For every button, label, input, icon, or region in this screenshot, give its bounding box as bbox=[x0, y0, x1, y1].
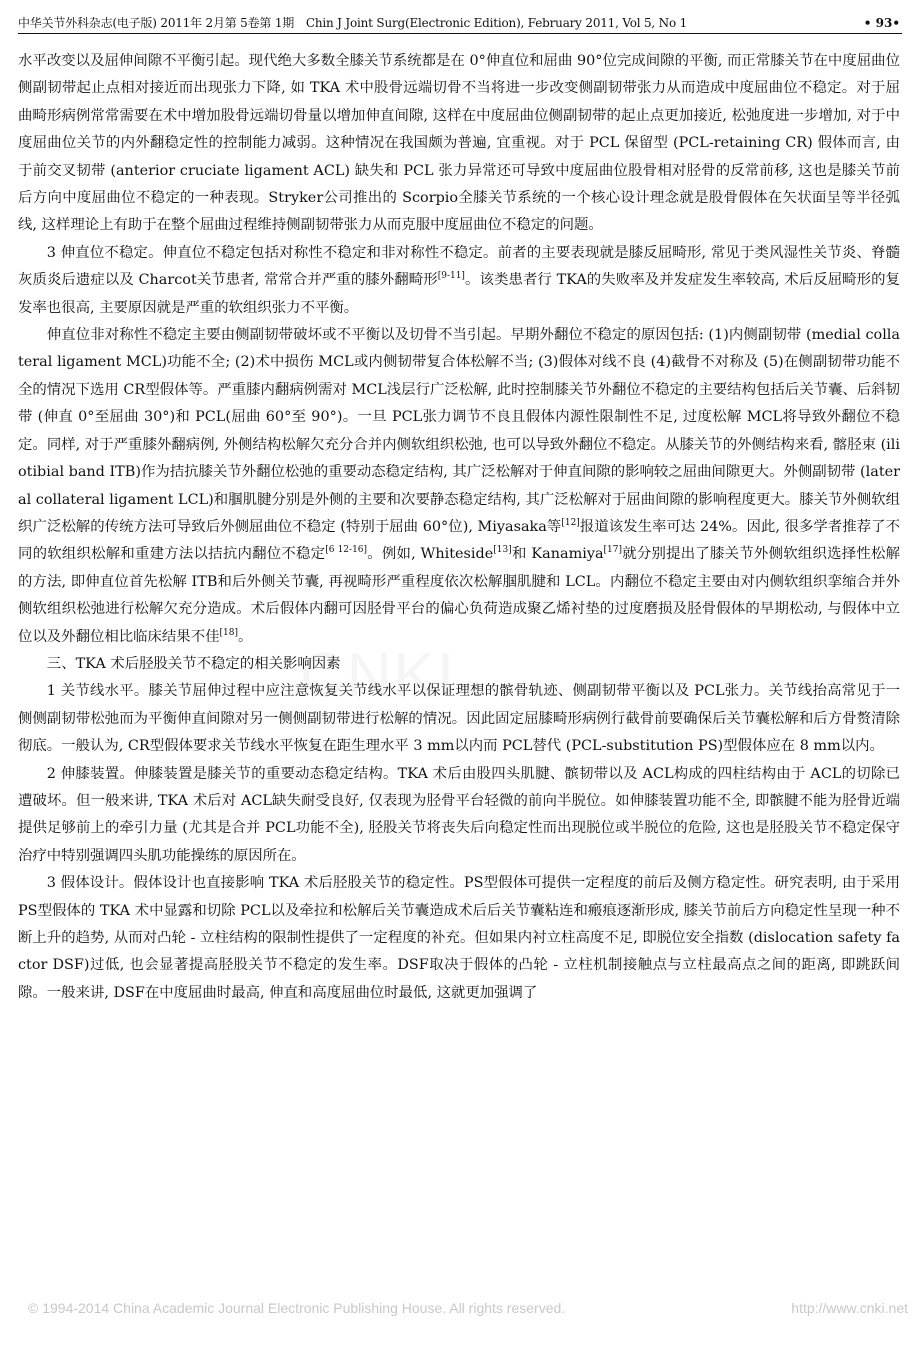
paragraph-extensor: 2 伸膝装置。伸膝装置是膝关节的重要动态稳定结构。TKA 术后由股四头肌腱、髌韧带以及 ACL构成的四柱结构由于 ACL的切除已遭破坏。但一般来讲, TKA 术后对 ACL缺失耐受良好, 仅表现为胫骨平台轻微的前向半脱位。如伸膝装置功能不全, 即髌腱不能为胫骨近端提供足够前上的牵引力量 (尤其是合并 PCL功能不全), 胫股关节将丧失后向稳定性而出现脱位或半脱位的危险, 这也是胫股关节不稳定保守治疗中特别强调四头肌功能操练的原因所在。 bbox=[18, 765, 900, 864]
article-body bbox=[18, 48, 900, 1007]
paragraph-joint-line: 1 关节线水平。膝关节屈伸过程中应注意恢复关节线水平以保证理想的髌骨轨迹、侧副韧带平衡以及 PCL张力。关节线抬高常见于一侧侧副韧带松弛而为平衡伸直间隙对另一侧侧副韧带进行松解的情况。因此固定屈膝畸形病例行截骨前要确保后关节囊松解和后方骨赘清除彻底。一般认为, CR型假体要求关节线水平恢复在距生理水平 3 mm以内而 PCL替代 (PCL-substitution PS)型假体应在 8 mm以内。 bbox=[18, 683, 900, 755]
citation: [9-11] bbox=[437, 271, 465, 282]
section-heading: 三、TKA 术后胫股关节不稳定的相关影响因素 bbox=[46, 655, 341, 672]
paragraph-prosthesis-design: 3 假体设计。假体设计也直接影响 TKA 术后胫股关节的稳定性。PS型假体可提供一定程度的前后及侧方稳定性。研究表明, 由于采用 PS型假体的 TKA 术中显露和切除 PCL以及牵拉和松解后关节囊造成术后后关节囊粘连和瘢痕逐渐形成, 膝关节前后方向稳定性呈现一种不断上升的趋势, 从而对凸轮 - 立柱结构的限制性提供了一定程度的补充。但如果内衬立柱高度不足, 即脱位安全指数 (dislocation safety factor DSF)过低, 也会显著提高胫股关节不稳定的发生率。DSF取决于假体的凸轮 - 立柱机制接触点与立柱最高点之间的距离, 即跳跃间隙。一般来讲, DSF在中度屈曲时最高, 伸直和高度屈曲位时最低, 这就更加强调了 bbox=[18, 875, 900, 1001]
paragraph-1: 水平改变以及屈伸间隙不平衡引起。现代绝大多数全膝关节系统都是在 0°伸直位和屈曲 90°位完成间隙的平衡, 而正常膝关节在中度屈曲位侧副韧带起止点相对接近而出现张力下降, 如 TKA 术中股骨远端切骨不当将进一步改变侧副韧带张力从而造成中度屈曲位不稳定。对于屈曲畸形病例常常需要在术中增加股骨远端切骨量以增加伸直间隙, 这样在中度屈曲位侧副韧带的起止点更加接近, 松弛度进一步增加, 对于中度屈曲位关节的内外翻稳定性的控制能力减弱。这种情况在我国颇为普遍, 宜重视。对于 PCL 保留型 (PCL-retaining CR) 假体而言, 由于前交叉韧带 (anterior cruciate ligament ACL) 缺失和 PCL 张力异常还可导致中度屈曲位股骨相对胫骨的反常前移, 这也是膝关节前后方向中度屈曲位不稳定的一种表现。Stryker公司推出的 Scorpio全膝关节系统的一个核心设计理念就是股骨假体在矢状面呈等半径弧线, 这样理论上有助于在整个屈曲过程维持侧副韧带张力从而克服中度屈曲位不稳定的问题。 bbox=[18, 53, 900, 234]
running-header bbox=[18, 10, 902, 34]
citation: [6 12-16] bbox=[325, 545, 368, 556]
copyright-footer bbox=[28, 1300, 908, 1322]
paragraph-3: 伸直位非对称性不稳定主要由侧副韧带破坏或不平衡以及切骨不当引起。早期外翻位不稳定的原因包括: (1)内侧副韧带 (medial collateral ligament MCL)功能不全; (2)术中损伤 MCL或内侧韧带复合体松解不当; (3)假体对线不良 (4)截骨不对称及 (5)在侧副韧带功能不全的情况下选用 CR型假体等。严重膝内翻病例需对 MCL浅层行广泛松解, 此时控制膝关节外翻位不稳定的主要结构包括后关节囊、后斜韧带 (伸直 0°至屈曲 30°)和 PCL(屈曲 60°至 90°)。一旦 PCL张力调节不良且假体内源性限制性不足, 过度松解 MCL将导致外翻位不稳定。同样, 对于严重膝外翻病例, 外侧结构松解欠充分合并内侧软组织松弛, 也可以导致外翻位不稳定。从膝关节的外侧结构来看, 髂胫束 (iliotibial band ITB)作为拮抗膝关节外翻位松弛的重要动态稳定结构, 其广泛松解对于伸直间隙的影响较之屈曲间隙更大。外侧副韧带 (lateral collateral ligament LCL)和腘肌腱分别是外侧的主要和次要静态稳定结构, 其广泛松解对于屈曲间隙的影响程度更大。膝关节外侧软组织广泛松解的传统方法可导致后外侧屈曲位不稳定 (特别于屈曲 60°位), Miyasaka等[12]报道该发生率可达 24%。因此, 很多学者推荐了不同的软组织松解和重建方法以拮抗内翻位不稳定[6 12-16]。例如, Whiteside[13]和 Kanamiya[17]就分别提出了膝关节外侧软组织选择性松解的方法, 即伸直位首先松解 ITB和后外侧关节囊, 再视畸形严重程度依次松解腘肌腱和 LCL。内翻位不稳定主要由对内侧软组织挛缩合并外侧软组织松弛进行松解欠充分造成。术后假体内翻可因胫骨平台的偏心负荷造成聚乙烯衬垫的过度磨损及胫骨假体的早期松动, 与假体中立位以及外翻位相比临床结果不佳[18]。 bbox=[18, 327, 900, 645]
footer-url[interactable]: http://www.cnki.net bbox=[791, 1300, 908, 1316]
citation: [12] bbox=[561, 518, 580, 529]
citation: [17] bbox=[603, 545, 623, 556]
citation: [13] bbox=[493, 545, 512, 556]
watermark: CNKI bbox=[300, 641, 457, 710]
citation: [18] bbox=[219, 627, 238, 638]
page-number: • 93• bbox=[863, 16, 900, 30]
journal-citation: 中华关节外科杂志(电子版) 2011年 2月第 5卷第 1期 Chin J Joint Surg(Electronic Edition), February 2011, Vol 5, No 1 bbox=[18, 16, 688, 30]
paragraph-2: 3 伸直位不稳定。伸直位不稳定包括对称性不稳定和非对称性不稳定。前者的主要表现就是膝反屈畸形, 常见于类风湿性关节炎、脊髓灰质炎后遗症以及 Charcot关节患者, 常常合并严重的膝外翻畸形[9-11]。该类患者行 TKA的失败率及并发症发生率较高, 术后反屈畸形的复发率也很高, 主要原因就是严重的软组织张力不平衡。 bbox=[18, 244, 900, 316]
copyright-text: © 1994-2014 China Academic Journal Electronic Publishing House. All rights reserved. bbox=[28, 1300, 566, 1316]
